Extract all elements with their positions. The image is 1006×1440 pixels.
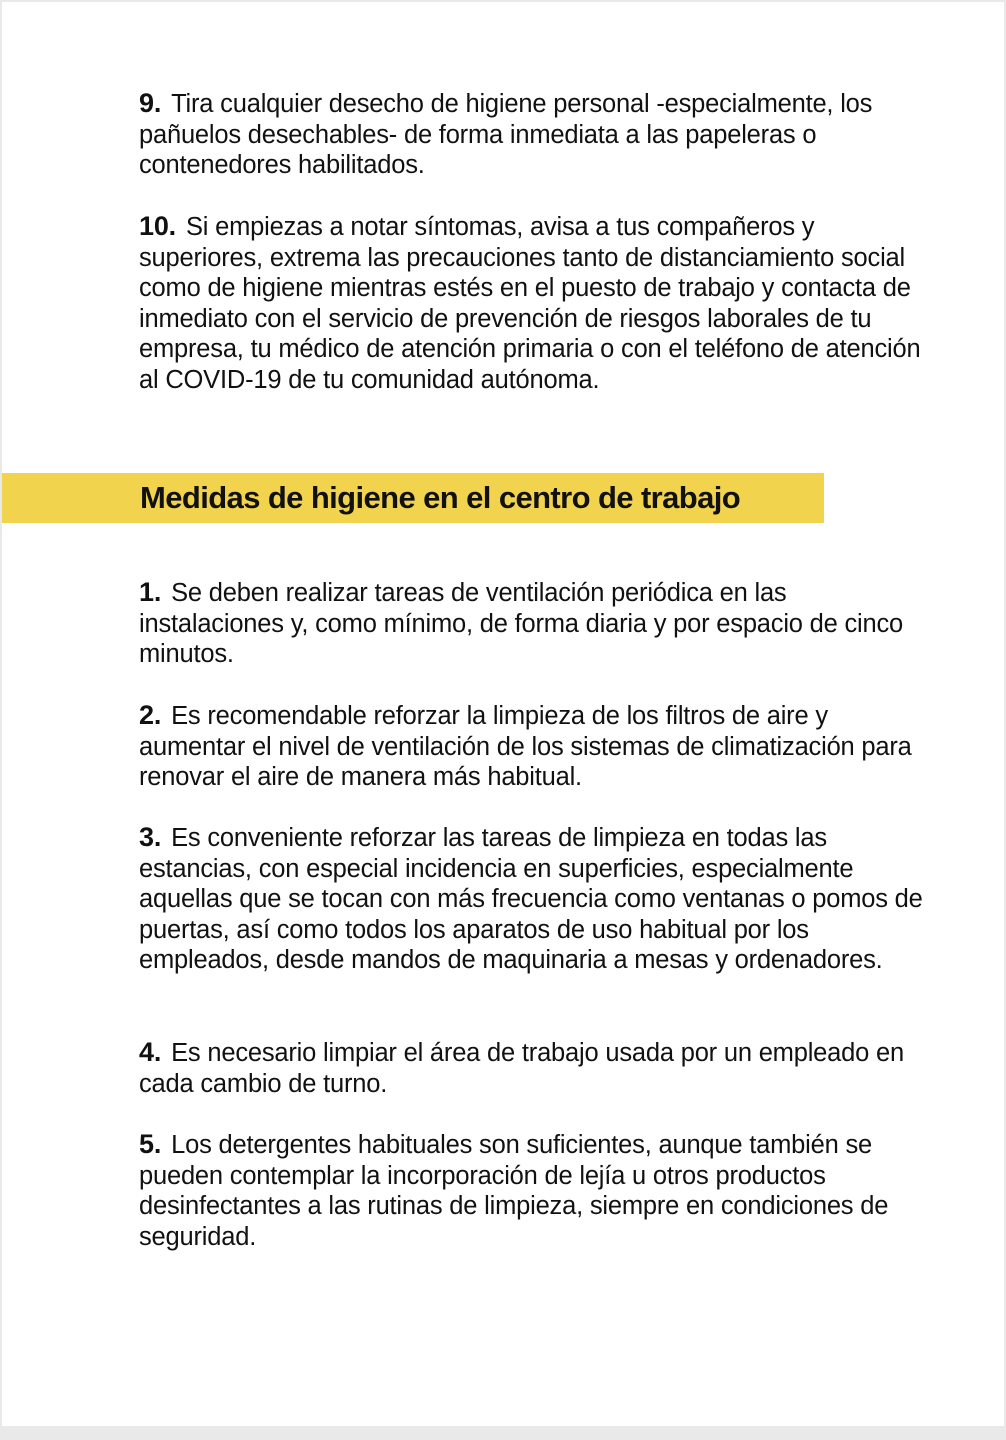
item-number: 9. [139, 88, 162, 118]
item-number: 5. [139, 1129, 162, 1159]
item-number: 1. [139, 577, 162, 607]
item-text: Es necesario limpiar el área de trabajo usada por un empleado en cada cambio de turno. [139, 1039, 904, 1098]
section-heading: Medidas de higiene en el centro de trabajo [140, 480, 741, 515]
list-item-1 [139, 577, 929, 670]
list-item-10 [139, 211, 929, 396]
item-text: Es conveniente reforzar las tareas de limpieza en todas las estancias, con especial incidencia en superficies, especialmente aquellas que se tocan con más frecuencia como ventanas o pomos de puertas, así como todos los aparatos de uso habitual por los empleados, desde mandos de maquinaria a mesas y ordenadores. [139, 824, 923, 975]
item-number: 4. [139, 1037, 162, 1067]
item-text: Se deben realizar tareas de ventilación periódica en las instalaciones y, como mínimo, de forma diaria y por espacio de cinco minutos. [139, 579, 904, 669]
item-number: 10. [139, 211, 176, 241]
list-item-5 [139, 1129, 929, 1252]
item-number: 3. [139, 822, 162, 852]
list-item-3 [139, 822, 929, 976]
item-number: 2. [139, 700, 162, 730]
section-heading-bar [2, 473, 824, 523]
item-text: Si empiezas a notar síntomas, avisa a tus compañeros y superiores, extrema las precauciones tanto de distanciamiento social como de higiene mientras estés en el puesto de trabajo y contacta de inmediato con el servicio de prevención de riesgos laborales de tu empresa, tu médico de atención primaria o con el teléfono de atención al COVID-19 de tu comunidad autónoma. [139, 213, 921, 394]
list-item-9 [139, 88, 929, 181]
document-page [2, 2, 1004, 1426]
list-item-4 [139, 1037, 929, 1099]
item-text: Los detergentes habituales son suficientes, aunque también se pueden contemplar la incorporación de lejía u otros productos desinfectantes a las rutinas de limpieza, siempre en condiciones de seguridad. [139, 1131, 889, 1251]
item-text: Es recomendable reforzar la limpieza de los filtros de aire y aumentar el nivel de ventilación de los sistemas de climatización para renovar el aire de manera más habitual. [139, 702, 912, 792]
list-item-2 [139, 700, 929, 793]
item-text: Tira cualquier desecho de higiene personal -especialmente, los pañuelos desechables- de forma inmediata a las papeleras o contenedores habilitados. [139, 90, 873, 180]
